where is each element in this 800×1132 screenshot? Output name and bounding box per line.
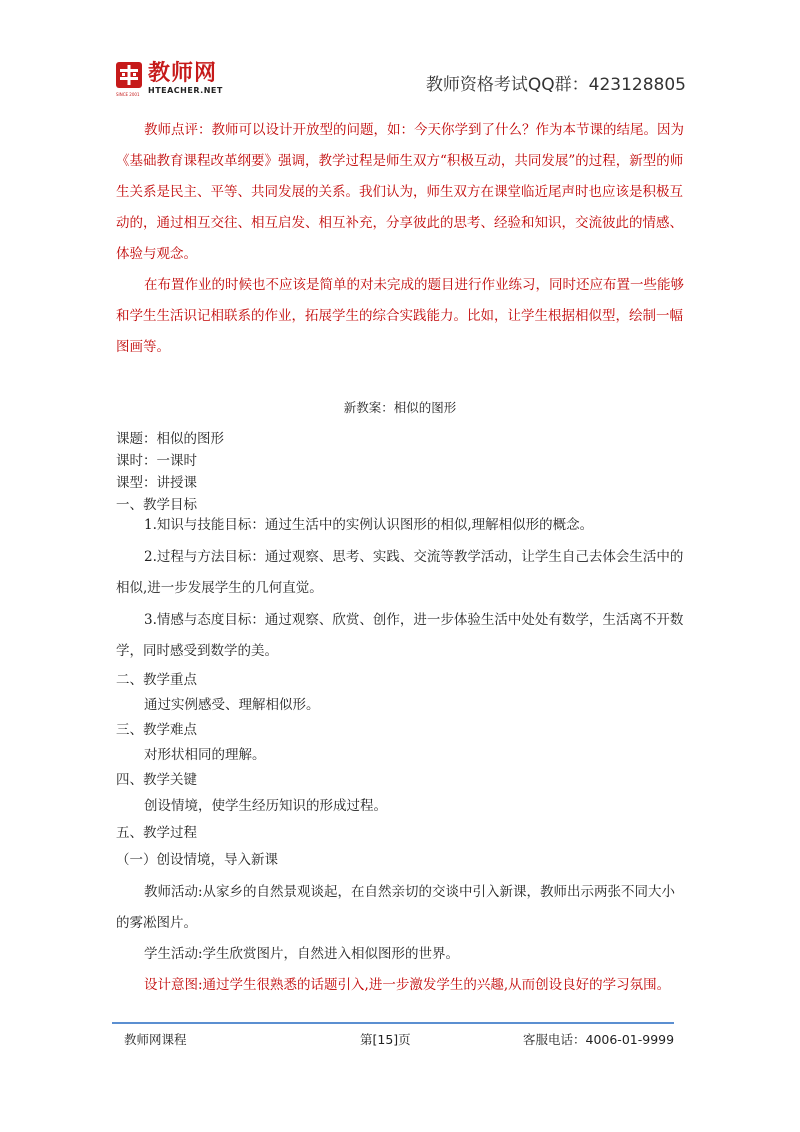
commentary-paragraph-1: 教师点评：教师可以设计开放型的问题，如：今天你学到了什么？作为本节课的结尾。因为《基础教育课程改革纲要》强调，教学过程是师生双方“积极互动，共同发展”的过程，新型的师生关系是民主、平等、共同发展的关系。我们认为，师生双方在课堂临近尾声时也应该是积极互动的，通过相互交往、相互启发、相互补充，分享彼此的思考、经验和知识，交流彼此的情感、体验与观念。	[116, 122, 684, 262]
logo-name-cn: 教师网	[148, 61, 218, 86]
section-heading-focus: 二、教学重点	[116, 672, 197, 688]
qq-group-text: 教师资格考试QQ群：423128805	[425, 75, 686, 95]
process-step-1: （一）创设情境，导入新课	[116, 852, 278, 868]
logo-name-en: HTEACHER.NET	[148, 86, 223, 95]
objective-process: 2.过程与方法目标：通过观察、思考、实践、交流等教学活动，让学生自己去体会生活中的相似,进一步发展学生的几何直觉。	[116, 549, 684, 596]
teacher-activity: 教师活动:从家乡的自然景观谈起，在自然亲切的交谈中引入新课，教师出示两张不同大小的雾凇图片。	[116, 884, 676, 931]
footer-divider	[112, 1022, 674, 1024]
lesson-type: 课型：讲授课	[116, 475, 197, 491]
objective-emotion: 3.情感与态度目标：通过观察、欣赏、创作，进一步体验生活中处处有数学，生活离不开数学，同时感受到数学的美。	[116, 612, 684, 659]
section-heading-difficulty: 三、教学难点	[116, 722, 197, 738]
lesson-plan-title: 新教案：相似的图形	[343, 400, 457, 415]
logo-since: SINCE 2001	[116, 92, 140, 97]
footer-phone: 客服电话：4006-01-9999	[523, 1032, 675, 1047]
design-intent: 设计意图:通过学生很熟悉的话题引入,进一步激发学生的兴趣,从而创设良好的学习氛围。	[144, 977, 671, 993]
commentary-paragraph-2: 在布置作业的时候也不应该是简单的对未完成的题目进行作业练习，同时还应布置一些能够和学生生活识记相联系的作业，拓展学生的综合实践能力。比如，让学生根据相似型，绘制一幅图画等。	[116, 277, 684, 355]
footer-course-label: 教师网课程	[124, 1032, 187, 1047]
section-heading-process: 五、教学过程	[116, 825, 197, 841]
lesson-topic: 课题：相似的图形	[116, 431, 224, 447]
student-activity: 学生活动:学生欣赏图片，自然进入相似图形的世界。	[144, 946, 460, 962]
footer-page-number: 第[15]页	[360, 1032, 411, 1047]
logo	[116, 62, 223, 96]
logo-mark-icon	[116, 62, 142, 97]
difficulty-text: 对形状相同的理解。	[144, 747, 266, 763]
focus-text: 通过实例感受、理解相似形。	[144, 697, 320, 713]
page-header	[116, 62, 686, 102]
lesson-hours: 课时：一课时	[116, 453, 197, 469]
key-text: 创设情境，使学生经历知识的形成过程。	[144, 798, 387, 814]
section-heading-objectives: 一、教学目标	[116, 497, 197, 513]
objective-knowledge: 1.知识与技能目标：通过生活中的实例认识图形的相似,理解相似形的概念。	[144, 517, 594, 533]
section-heading-key: 四、教学关键	[116, 772, 197, 788]
